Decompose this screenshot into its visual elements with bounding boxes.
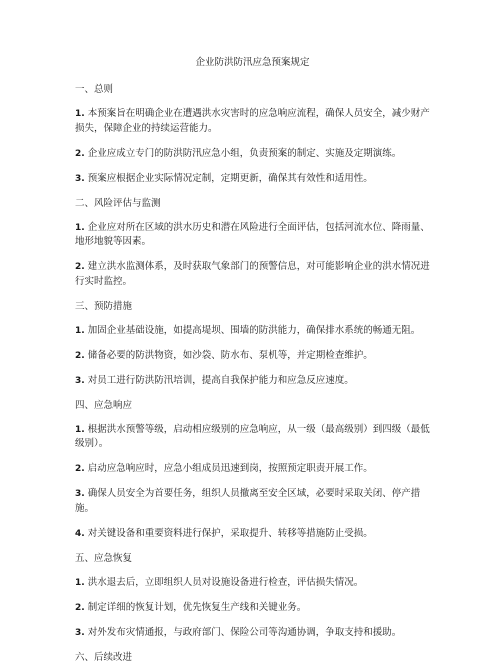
item-number: 1. <box>75 577 85 588</box>
paragraph <box>75 349 430 364</box>
section-heading-recovery: 五、应急恢复 <box>75 552 133 564</box>
section-heading-general: 一、总则 <box>75 84 114 95</box>
item-number: 3. <box>75 375 85 386</box>
item-number: 1. <box>75 424 85 435</box>
paragraph <box>75 576 430 591</box>
paragraph-text: 对员工进行防洪防汛培训，提高自我保护能力和应急反应速度。 <box>84 374 354 386</box>
paragraph <box>75 147 430 162</box>
paragraph-text: 对外发布灾情通报，与政府部门、保险公司等沟通协调，争取支持和援助。 <box>84 626 402 638</box>
paragraph <box>75 462 430 477</box>
section-heading-improvement: 六、后续改进 <box>75 651 133 663</box>
document-title: 企业防洪防汛应急预案规定 <box>195 57 310 68</box>
item-number: 2. <box>75 262 85 272</box>
paragraph <box>75 374 430 389</box>
section-heading-risk: 二、风险评估与监测 <box>75 197 161 209</box>
paragraph-text: 制定详细的恢复计划，优先恢复生产线和关键业务。 <box>84 601 307 613</box>
item-number: 1. <box>75 222 85 233</box>
paragraph <box>75 423 430 452</box>
paragraph-text: 启动应急响应时，应急小组成员迅速到岗，按照预定职责开展工作。 <box>84 463 373 474</box>
paragraph <box>75 601 430 616</box>
item-number: 2. <box>75 148 85 159</box>
paragraph <box>75 221 430 250</box>
paragraph-text: 建立洪水监测体系，及时获取气象部门的预警信息，对可能影响企业的洪水情况进行实时监控。 <box>75 261 430 287</box>
item-number: 2. <box>75 350 85 361</box>
paragraph-text: 本预案旨在明确企业在遭遇洪水灾害时的应急响应流程，确保人员安全，减少财产损失，保障企业的持续运营能力。 <box>75 108 430 134</box>
item-number: 3. <box>75 489 85 499</box>
section-heading-response: 四、应急响应 <box>75 399 133 411</box>
paragraph-text: 加固企业基础设施，如提高堤坝、围墙的防洪能力，确保排水系统的畅通无阻。 <box>84 324 421 336</box>
paragraph-text: 洪水退去后，立即组织人员对设施设备进行检查，评估损失情况。 <box>84 576 364 588</box>
paragraph-text: 企业应成立专门的防洪防汛应急小组，负责预案的制定、实施及定期演练。 <box>84 147 402 159</box>
item-number: 2. <box>75 464 85 474</box>
item-number: 2. <box>75 602 85 613</box>
item-number: 1. <box>75 109 85 119</box>
paragraph <box>75 324 430 339</box>
paragraph <box>75 172 430 187</box>
paragraph <box>75 107 430 136</box>
paragraph-text: 确保人员安全为首要任务，组织人员撤离至安全区域，必要时采取关闭、停产措施。 <box>75 488 421 514</box>
paragraph <box>75 626 430 641</box>
item-number: 3. <box>75 173 85 184</box>
paragraph <box>75 260 430 289</box>
section-heading-prevention: 三、预防措施 <box>75 300 133 312</box>
paragraph-text: 企业应对所在区域的洪水历史和潜在风险进行全面评估，包括河流水位、降雨量、地形地貌等因素。 <box>75 221 430 247</box>
paragraph-text: 根据洪水预警等级，启动相应级别的应急响应，从一级（最高级别）到四级（最低级别）。 <box>75 423 430 449</box>
paragraph-text: 预案应根据企业实际情况定制，定期更新，确保其有效性和适用性。 <box>84 172 373 184</box>
paragraph <box>75 487 430 516</box>
item-number: 1. <box>75 325 85 336</box>
paragraph-text: 储备必要的防洪物资，如沙袋、防水布、泵机等，并定期检查维护。 <box>84 349 373 361</box>
paragraph-text: 对关键设备和重要资料进行保护，采取提升、转移等措施防止受损。 <box>84 527 373 539</box>
item-number: 4. <box>75 528 85 539</box>
paragraph <box>75 527 430 542</box>
item-number: 3. <box>75 627 85 638</box>
